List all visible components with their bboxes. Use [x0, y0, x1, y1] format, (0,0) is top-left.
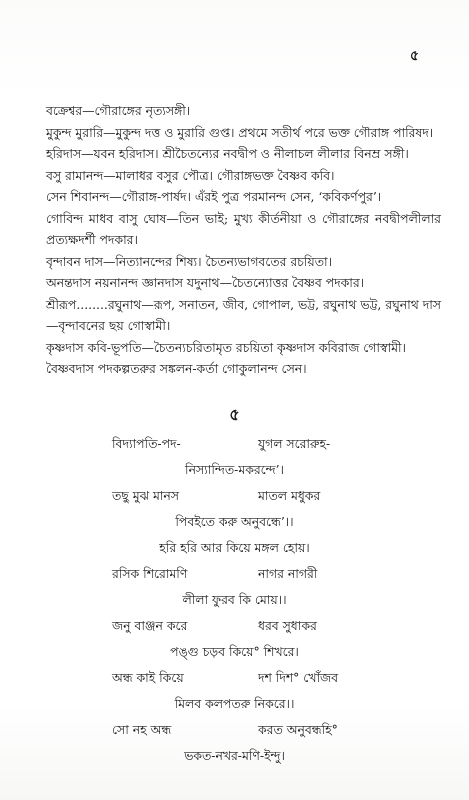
verse-line [0, 436, 469, 452]
note-paragraph: গোবিন্দ মাধব বাসু ঘোষ—তিন ভাই; মুখ্য কীর্তনীয়া ও গৌরাঙ্গের নবদ্বীপলীলার প্রত্যক্ষদর্শী পদকার। [46, 210, 441, 247]
note-paragraph: হরিদাস—যবন হরিদাস। শ্রীচৈতন্যের নবদ্বীপ ও নীলাচল লীলার বিনম্র সঙ্গী। [46, 146, 409, 161]
note-paragraph: কৃষ্ণদাস কবি-ভূপতি—চৈতন্যচরিতামৃত রচয়িতা কৃষ্ণদাস কবিরাজ গোস্বামী। [46, 339, 406, 355]
verse-line [0, 696, 469, 712]
verse-line [0, 514, 469, 530]
verse-right: দশ দিশ° খোঁজব [258, 670, 339, 685]
verse-right: মাতল মধুকর [258, 488, 321, 503]
verse-line [0, 462, 469, 478]
verse-left: তছু মুঝ মানস [112, 488, 179, 503]
verse-refrain: হরি হরি আর কিয়ে মঙ্গল হোয়। [159, 540, 310, 555]
verse-line [0, 566, 469, 582]
verse-refrain: মিলব কলপতরু নিকরে।। [174, 696, 295, 711]
verse-left: বিদ্যাপতি-পদ- [112, 436, 181, 451]
note-paragraph: বসু রামানন্দ—মালাধর বসুর পৌত্র। গৌরাঙ্গভক্ত বৈষ্ণব কবি। [46, 167, 335, 183]
verse-line [0, 540, 469, 556]
note-paragraph: সেন শিবানন্দ—গৌরাঙ্গ-পার্ষদ। এঁরই পুত্র পরমানন্দ সেন, ‘কবিকর্ণপুর’। [46, 189, 382, 204]
verse-right: যুগল সরোরুহ- [258, 436, 331, 451]
note-paragraph: বৃন্দাবন দাস—নিত্যানন্দের শিষ্য। চৈতন্যভাগবতের রচয়িতা। [46, 253, 333, 269]
verse-left: জনু বাঞ্জন করে [112, 618, 188, 633]
verse-line [0, 592, 469, 608]
section-heading: ৫ [229, 405, 240, 424]
note-paragraph: শ্রীরূপ........রঘুনাথ—রূপ, সনাতন, জীব, গোপাল, ভট্ট, রঘুনাথ ভট্ট, রঘুনাথ দাস—বৃন্দাবনের ছয় গোস্বামী। [46, 296, 441, 333]
verse-left: রসিক শিরোমণি [112, 566, 188, 581]
verse-left: সো নহ অন্ধ [112, 722, 172, 737]
verse-line [0, 644, 469, 660]
verse-refrain: ভকত-নখর-মণি-ইন্দু। [184, 748, 285, 763]
verse-refrain: নিস্যান্দিত-মকরন্দে’। [185, 462, 284, 477]
notes-block [46, 100, 441, 380]
verse-refrain: লীলা ফুরব কি মোয়।। [182, 592, 287, 607]
note-paragraph: বৈষ্ণবদাস পদকল্পতরুর সঙ্কলন-কর্তা গোকুলানন্দ সেন। [46, 361, 307, 376]
verse-right: নাগর নাগরী [258, 566, 318, 581]
verse-right: ধরব সুধাকর [258, 618, 317, 633]
verse-line [0, 670, 469, 686]
verse-line [0, 748, 469, 764]
note-paragraph: অনন্তদাস নয়নানন্দ জ্ঞানদাস যদুনাথ—চৈতন্যোত্তর বৈষ্ণব পদকার। [46, 275, 365, 290]
note-paragraph: বক্রেশ্বর—গৌরাঙ্গের নৃত্যসঙ্গী। [46, 103, 191, 118]
verse-line [0, 618, 469, 634]
verse-line [0, 488, 469, 504]
verse-refrain: পঙ্গু চড়ব কিয়ে° শিখরে। [170, 644, 299, 659]
verse-line [0, 722, 469, 738]
verse-right: করত অনুবন্ধহি° [258, 722, 338, 737]
verse-refrain: পিবইতে করু অনুবন্ধে’।। [175, 514, 294, 529]
page-number: ৫ [409, 48, 419, 64]
verse-left: অন্ধ কাই কিয়ে [112, 670, 184, 685]
note-paragraph: মুকুন্দ মুরারি—মুকুন্দ দত্ত ও মুরারি গুপ্ত। প্রথমে সতীর্থ পরে ভক্ত গৌরাঙ্গ পারিষদ। [46, 124, 434, 140]
